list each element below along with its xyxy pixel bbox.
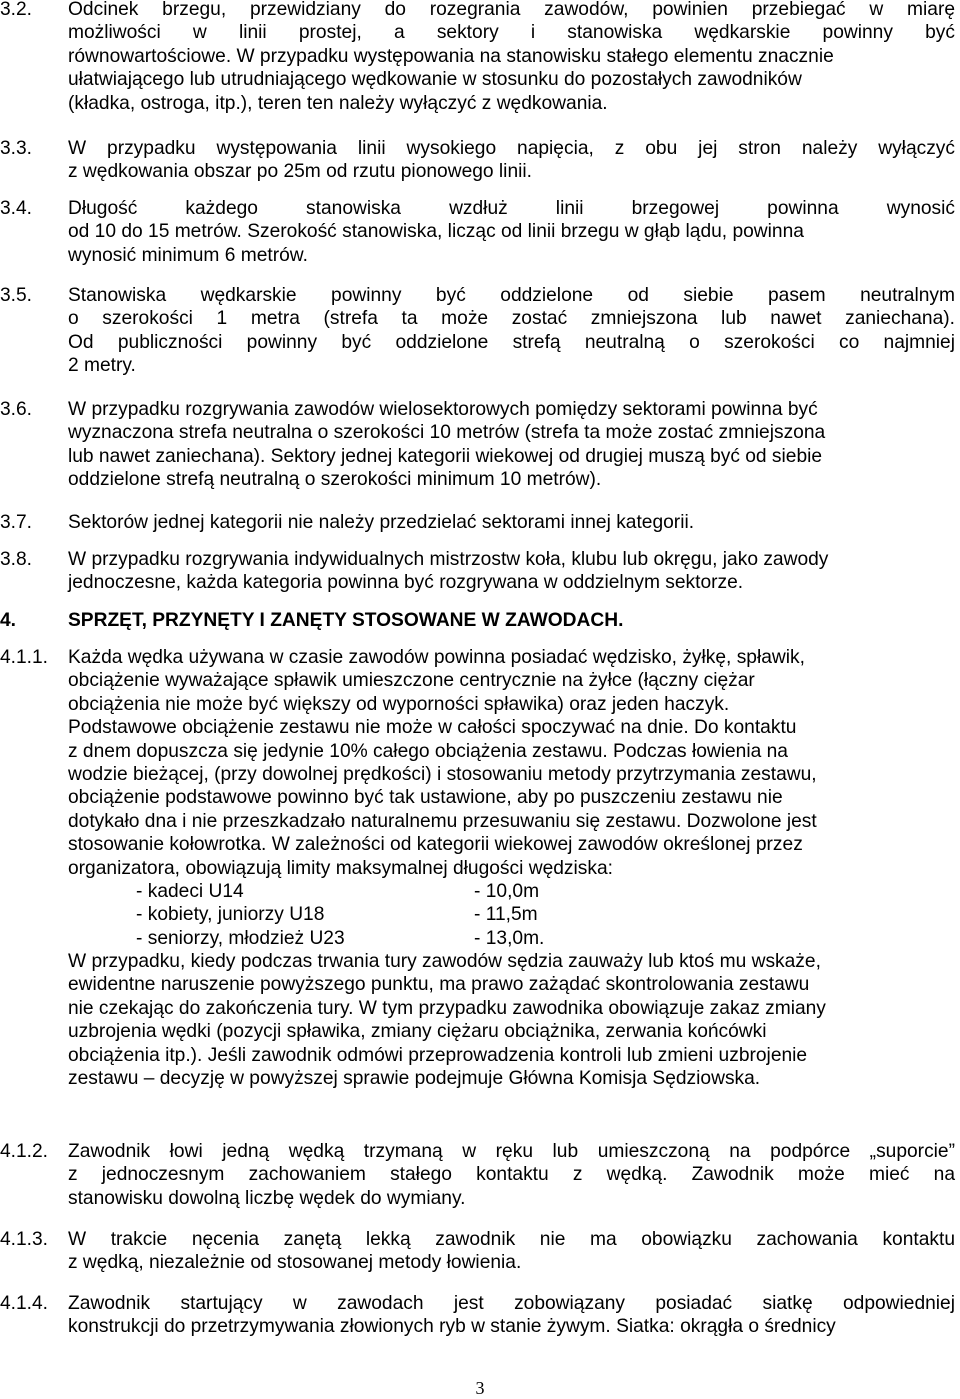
section-body xyxy=(68,511,955,534)
limit-category: - kadeci U14 xyxy=(136,881,244,902)
section-number: 3.4. xyxy=(0,198,33,219)
section-number: 4.1.2. xyxy=(0,1141,49,1162)
section-number: 3.6. xyxy=(0,399,33,420)
text-line: z dnem dopuszcza się jedynie 10% całego obciążenia zestawu. Podczas łowienia na xyxy=(68,740,788,762)
section-body xyxy=(68,398,955,492)
section-number: 3.3. xyxy=(0,138,33,159)
limit-category: - kobiety, juniorzy U18 xyxy=(136,904,325,926)
section-number: 3.5. xyxy=(0,285,33,306)
text-line: Odcinek brzegu, przewidziany do rozegrania zawodów, powinien przebiegać w miarę xyxy=(68,0,955,20)
section-body xyxy=(68,137,955,184)
text-line: W przypadku, kiedy podczas trwania tury zawodów sędzia zauważy lub ktoś mu wskaże, xyxy=(68,951,821,972)
text-line: W przypadku występowania linii wysokiego napięcia, z obu jej stron należy wyłączyć xyxy=(68,138,955,159)
text-line: Stanowiska wędkarskie powinny być oddzielone od siebie pasem neutralnym xyxy=(68,285,955,306)
text-line: równowartościowe. W przypadku występowania na stanowisku stałego elementu znacznie xyxy=(68,45,834,67)
section-body xyxy=(68,0,955,115)
text-line: zestawu – decyzję w powyższej sprawie podejmuje Główna Komisja Sędziowska. xyxy=(68,1068,761,1090)
chapter-number: 4. xyxy=(0,610,17,631)
text-line: nie czekając do zakończenia tury. W tym przypadku zawodnika obowiązuje zakaz zmiany xyxy=(68,997,826,1019)
text-line: dotykało dna i nie przeszkadzało naturalnemu przesuwaniu się zestawu. Dozwolone jest xyxy=(68,810,817,832)
text-line: konstrukcji do przetrzymywania złowionych ryb w stanie żywym. Siatka: okrągła o średnicy xyxy=(68,1316,836,1338)
section-number: 4.1.1. xyxy=(0,647,49,668)
text-line: z wędkowania obszar po 25m od rzutu pionowego linii. xyxy=(68,161,532,183)
text-line: ułatwiającego lub utrudniającego wędkowanie w stosunku do pozostałych zawodników xyxy=(68,69,802,91)
section-body xyxy=(68,284,955,378)
section-number: 3.8. xyxy=(0,549,33,570)
text-line: Podstawowe obciążenie zestawu nie może w całości spoczywać na dnie. Do kontaktu xyxy=(68,717,797,739)
text-line: stosowanie kołowrotka. W zależności od kategorii wiekowej zawodów określonej przez xyxy=(68,834,803,856)
text-line: możliwości w linii prostej, a sektory i stanowiska wędkarskie powinny być xyxy=(68,22,955,44)
section-number: 3.2. xyxy=(0,0,33,20)
text-line: obciążenie podstawowe powinno być tak ustawione, aby po puszczeniu zestawu nie xyxy=(68,787,783,809)
limit-value: - 11,5m xyxy=(474,904,538,926)
text-line: obciążenie wyważające spławik umieszczone centrycznie na żyłce (łączny ciężar xyxy=(68,670,755,692)
text-line: stanowisku dowolną liczbę wędek do wymiany. xyxy=(68,1187,466,1209)
text-line: 2 metry. xyxy=(68,355,136,377)
text-line: wyznaczona strefa neutralna o szerokości 10 metrów (strefa ta może zostać zmniejszona xyxy=(68,422,826,444)
section-body xyxy=(68,548,955,595)
section-body xyxy=(68,1228,955,1275)
text-line: z wędką, niezależnie od stosowanej metody łowienia. xyxy=(68,1252,522,1274)
section-body xyxy=(68,646,955,880)
text-line: lub nawet zaniechana). Sektory jednej kategorii wiekowej od drugiej muszą być od siebie xyxy=(68,445,823,467)
text-line: od 10 do 15 metrów. Szerokość stanowiska, licząc od linii brzegu w głąb lądu, powinna xyxy=(68,221,804,243)
limit-category: - seniorzy, młodzież U23 xyxy=(136,927,345,949)
section-number: 4.1.3. xyxy=(0,1229,49,1250)
limit-row xyxy=(68,903,668,926)
text-line: W trakcie nęcenia zanętą lekką zawodnik nie ma obowiązku zachowania kontaktu xyxy=(68,1229,955,1250)
text-line: obciążenia nie może być większy od wyporności spławika) oraz jeden haczyk. xyxy=(68,693,730,715)
text-line: z jednoczesnym zachowaniem stałego kontaktu z wędką. Zawodnik może mieć na xyxy=(68,1164,955,1186)
text-line: Zawodnik łowi jedną wędką trzymaną w ręku lub umieszczoną na podpórce „suporcie” xyxy=(68,1141,955,1162)
text-line: Od publiczności powinny być oddzielone strefą neutralną o szerokości co najmniej xyxy=(68,331,955,353)
text-line: wynosić minimum 6 metrów. xyxy=(68,244,308,266)
text-line: uzbrojenia wędki (pozycji spławika, zmiany ciężaru obciążnika, zerwania końcówki xyxy=(68,1021,767,1043)
rod-length-limits xyxy=(68,880,668,950)
text-line: obciążenia itp.). Jeśli zawodnik odmówi przeprowadzenia kontroli lub zmieni uzbrojenie xyxy=(68,1044,808,1066)
text-line: Każda wędka używana w czasie zawodów powinna posiadać wędzisko, żyłkę, spławik, xyxy=(68,647,805,668)
section-body xyxy=(68,1292,955,1339)
limit-row xyxy=(68,880,668,903)
text-line: Sektorów jednej kategorii nie należy przedzielać sektorami innej kategorii. xyxy=(68,512,695,533)
limit-row xyxy=(68,927,668,950)
text-line: Zawodnik startujący w zawodach jest zobowiązany posiadać siatkę odpowiedniej xyxy=(68,1293,955,1314)
section-body-continued xyxy=(68,950,955,1090)
text-line: W przypadku rozgrywania indywidualnych mistrzostw koła, klubu lub okręgu, jako zawody xyxy=(68,549,829,570)
text-line: oddzielone strefą neutralną o szerokości minimum 10 metrów). xyxy=(68,469,602,491)
page-number: 3 xyxy=(475,1378,485,1398)
text-line: (kładka, ostroga, itp.), teren ten należy wyłączyć z wędkowania. xyxy=(68,92,608,114)
text-line: Długość każdego stanowiska wzdłuż linii brzegowej powinna wynosić xyxy=(68,198,955,219)
limit-value: - 13,0m. xyxy=(474,927,545,949)
chapter-title: SPRZĘT, PRZYNĘTY I ZANĘTY STOSOWANE W ZAWODACH. xyxy=(68,610,624,631)
limit-value: - 10,0m xyxy=(474,881,540,902)
text-line: jednoczesne, każda kategoria powinna być rozgrywana w oddzielnym sektorze. xyxy=(68,572,744,594)
section-number: 3.7. xyxy=(0,512,33,533)
text-line: organizatora, obowiązują limity maksymalnej długości wędziska: xyxy=(68,857,613,879)
text-line: wodzie bieżącej, (przy dowolnej prędkości) i stosowaniu metody przytrzymania zestawu, xyxy=(68,764,817,786)
text-line: W przypadku rozgrywania zawodów wielosektorowych pomiędzy sektorami powinna być xyxy=(68,399,818,420)
text-line: o szerokości 1 metra (strefa ta może zostać zmniejszona lub nawet zaniechana). xyxy=(68,308,955,330)
section-body xyxy=(68,1140,955,1210)
section-body xyxy=(68,197,955,267)
text-line: ewidentne naruszenie powyższego punktu, ma prawo zażądać skontrolowania zestawu xyxy=(68,974,810,996)
section-number: 4.1.4. xyxy=(0,1293,49,1314)
